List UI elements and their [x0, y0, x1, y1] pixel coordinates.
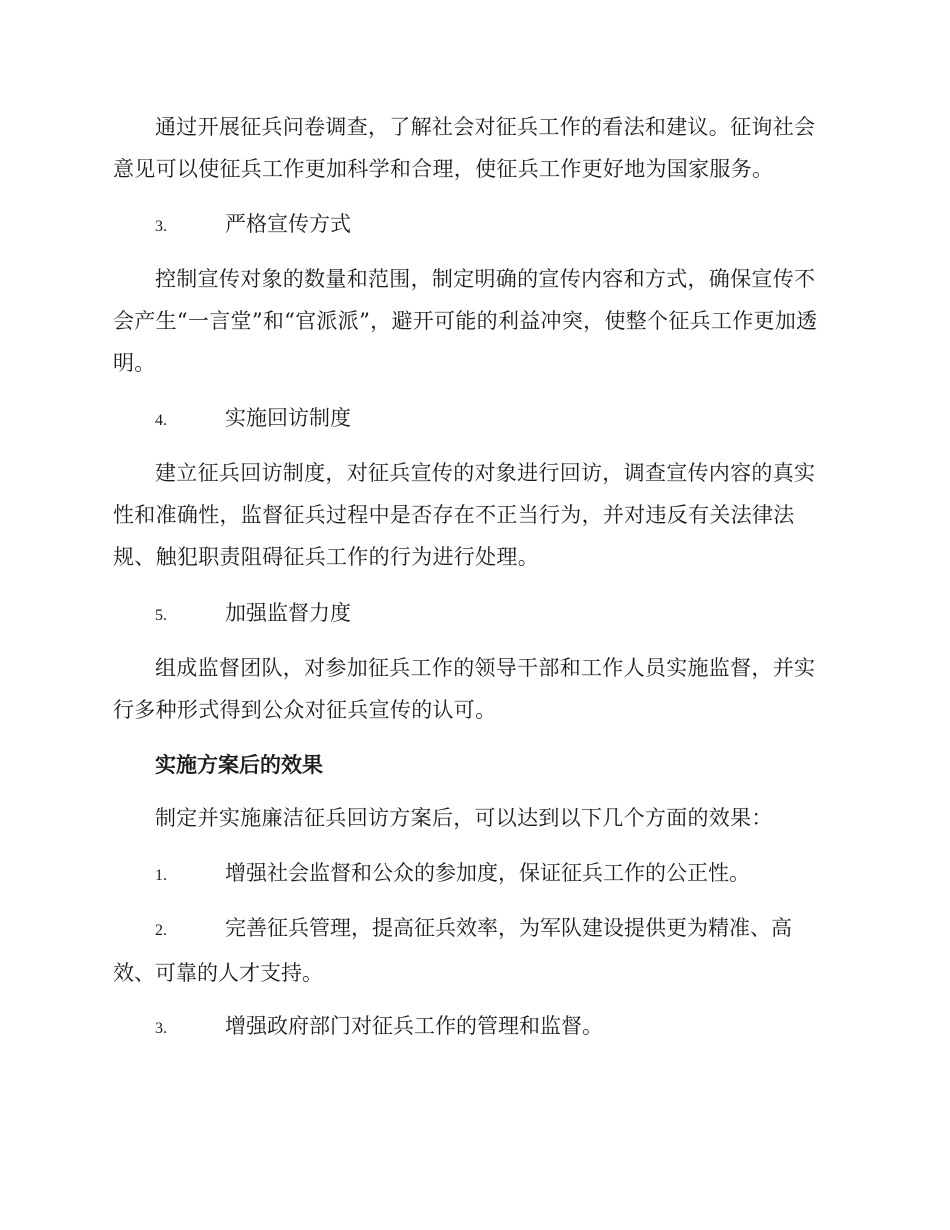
list-number: 1. [155, 867, 167, 884]
list-item-text: 实施回访制度 [225, 406, 351, 430]
paragraph-followup: 建立征兵回访制度，对征兵宣传的对象进行回访，调查宣传内容的真实性和准确性，监督征兵过程中是否存在不正当行为，并对违反有关法律法规、触犯职责阻碍征兵工作的行为进行处理。 [113, 461, 816, 569]
paragraph-effects-intro: 制定并实施廉洁征兵回访方案后，可以达到以下几个方面的效果： [155, 806, 773, 830]
list-item-text: 增强政府部门对征兵工作的管理和监督。 [225, 1014, 603, 1038]
list-item-text: 严格宣传方式 [225, 212, 351, 236]
paragraph-publicity: 控制宣传对象的数量和范围，制定明确的宣传内容和方式，确保宣传不会产生“一言堂”和“官派派”，避开可能的利益冲突，使整个征兵工作更加透明。 [113, 267, 818, 375]
list-number: 3. [155, 1020, 167, 1037]
list-item-3 [155, 203, 835, 248]
paragraph-survey: 通过开展征兵问卷调查，了解社会对征兵工作的看法和建议。征询社会意见可以使征兵工作更加科学和合理，使征兵工作更好地为国家服务。 [113, 115, 816, 181]
list-item-text: 增强社会监督和公众的参加度，保证征兵工作的公正性。 [225, 861, 750, 885]
effect-item-2 [113, 907, 833, 994]
effect-item-1 [155, 852, 835, 897]
effect-item-3 [155, 1005, 835, 1050]
list-item-5 [155, 592, 835, 637]
list-number: 2. [155, 922, 167, 939]
list-number: 5. [155, 607, 167, 624]
list-item-text: 完善征兵管理，提高征兵效率，为军队建设提供更为精准、高效、可靠的人才支持。 [113, 916, 792, 985]
paragraph-supervision: 组成监督团队，对参加征兵工作的领导干部和工作人员实施监督，并实行多种形式得到公众对征兵宣传的认可。 [113, 656, 816, 722]
section-heading: 实施方案后的效果 [155, 752, 323, 777]
list-item-4 [155, 397, 835, 442]
list-number: 4. [155, 412, 167, 429]
list-item-text: 加强监督力度 [225, 601, 351, 625]
list-number: 3. [155, 218, 167, 235]
